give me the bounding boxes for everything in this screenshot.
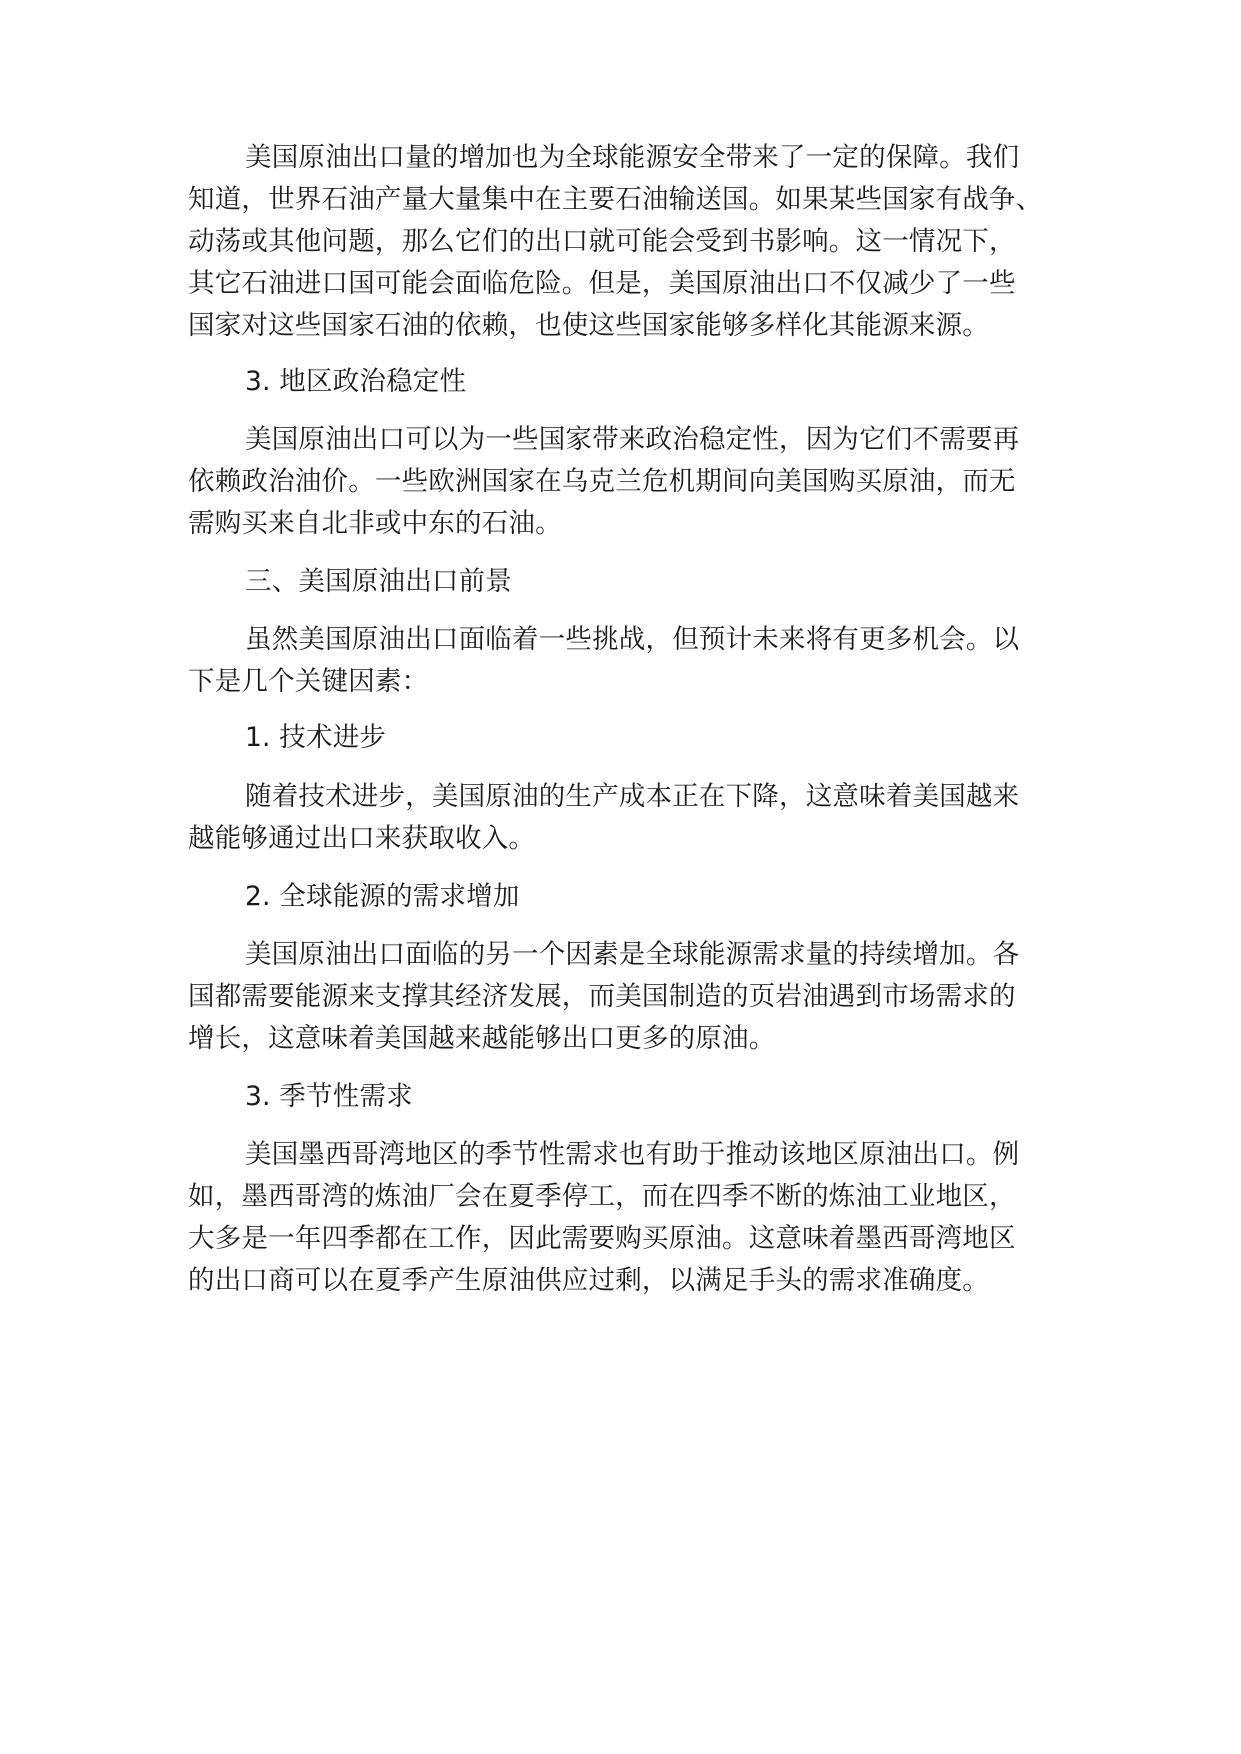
- section-heading: 三、美国原油出口前景: [245, 566, 512, 597]
- paragraph-line: 越能够通过出口来获取收入。: [188, 823, 536, 854]
- section-heading: 2. 全球能源的需求增加: [245, 881, 520, 912]
- paragraph-line: 需购买来自北非或中东的石油。: [188, 508, 562, 539]
- paragraph-line: 美国原油出口量的增加也为全球能源安全带来了一定的保障。我们: [245, 142, 1020, 173]
- paragraph-line: 知道，世界石油产量大量集中在主要石油输送国。如果某些国家有战争、: [188, 184, 1043, 215]
- paragraph-line: 随着技术进步，美国原油的生产成本正在下降，这意味着美国越来: [245, 781, 1020, 812]
- paragraph-line: 增长，这意味着美国越来越能够出口更多的原油。: [188, 1023, 776, 1054]
- paragraph-line: 国家对这些国家石油的依赖，也使这些国家能够多样化其能源来源。: [188, 310, 989, 341]
- paragraph-line: 美国原油出口面临的另一个因素是全球能源需求量的持续增加。各: [245, 939, 1020, 970]
- paragraph-line: 动荡或其他问题，那么它们的出口就可能会受到书影响。这一情况下，: [188, 226, 1016, 257]
- paragraph-line: 美国原油出口可以为一些国家带来政治稳定性，因为它们不需要再: [245, 424, 1020, 455]
- paragraph-line: 国都需要能源来支撑其经济发展，而美国制造的页岩油遇到市场需求的: [188, 981, 1016, 1012]
- paragraph-line: 如，墨西哥湾的炼油厂会在夏季停工，而在四季不断的炼油工业地区，: [188, 1181, 1016, 1212]
- section-heading: 3. 季节性需求: [245, 1081, 413, 1112]
- paragraph-line: 虽然美国原油出口面临着一些挑战，但预计未来将有更多机会。以: [245, 624, 1020, 655]
- paragraph-line: 的出口商可以在夏季产生原油供应过剩，以满足手头的需求准确度。: [188, 1265, 989, 1296]
- paragraph-line: 下是几个关键因素：: [188, 666, 429, 697]
- section-heading: 1. 技术进步: [245, 722, 387, 753]
- paragraph-line: 其它石油进口国可能会面临危险。但是，美国原油出口不仅减少了一些: [188, 268, 1016, 299]
- paragraph-line: 依赖政治油价。一些欧洲国家在乌克兰危机期间向美国购买原油，而无: [188, 466, 1016, 497]
- section-heading: 3. 地区政治稳定性: [245, 366, 467, 397]
- paragraph-line: 大多是一年四季都在工作，因此需要购买原油。这意味着墨西哥湾地区: [188, 1223, 1016, 1254]
- paragraph-line: 美国墨西哥湾地区的季节性需求也有助于推动该地区原油出口。例: [245, 1139, 1020, 1170]
